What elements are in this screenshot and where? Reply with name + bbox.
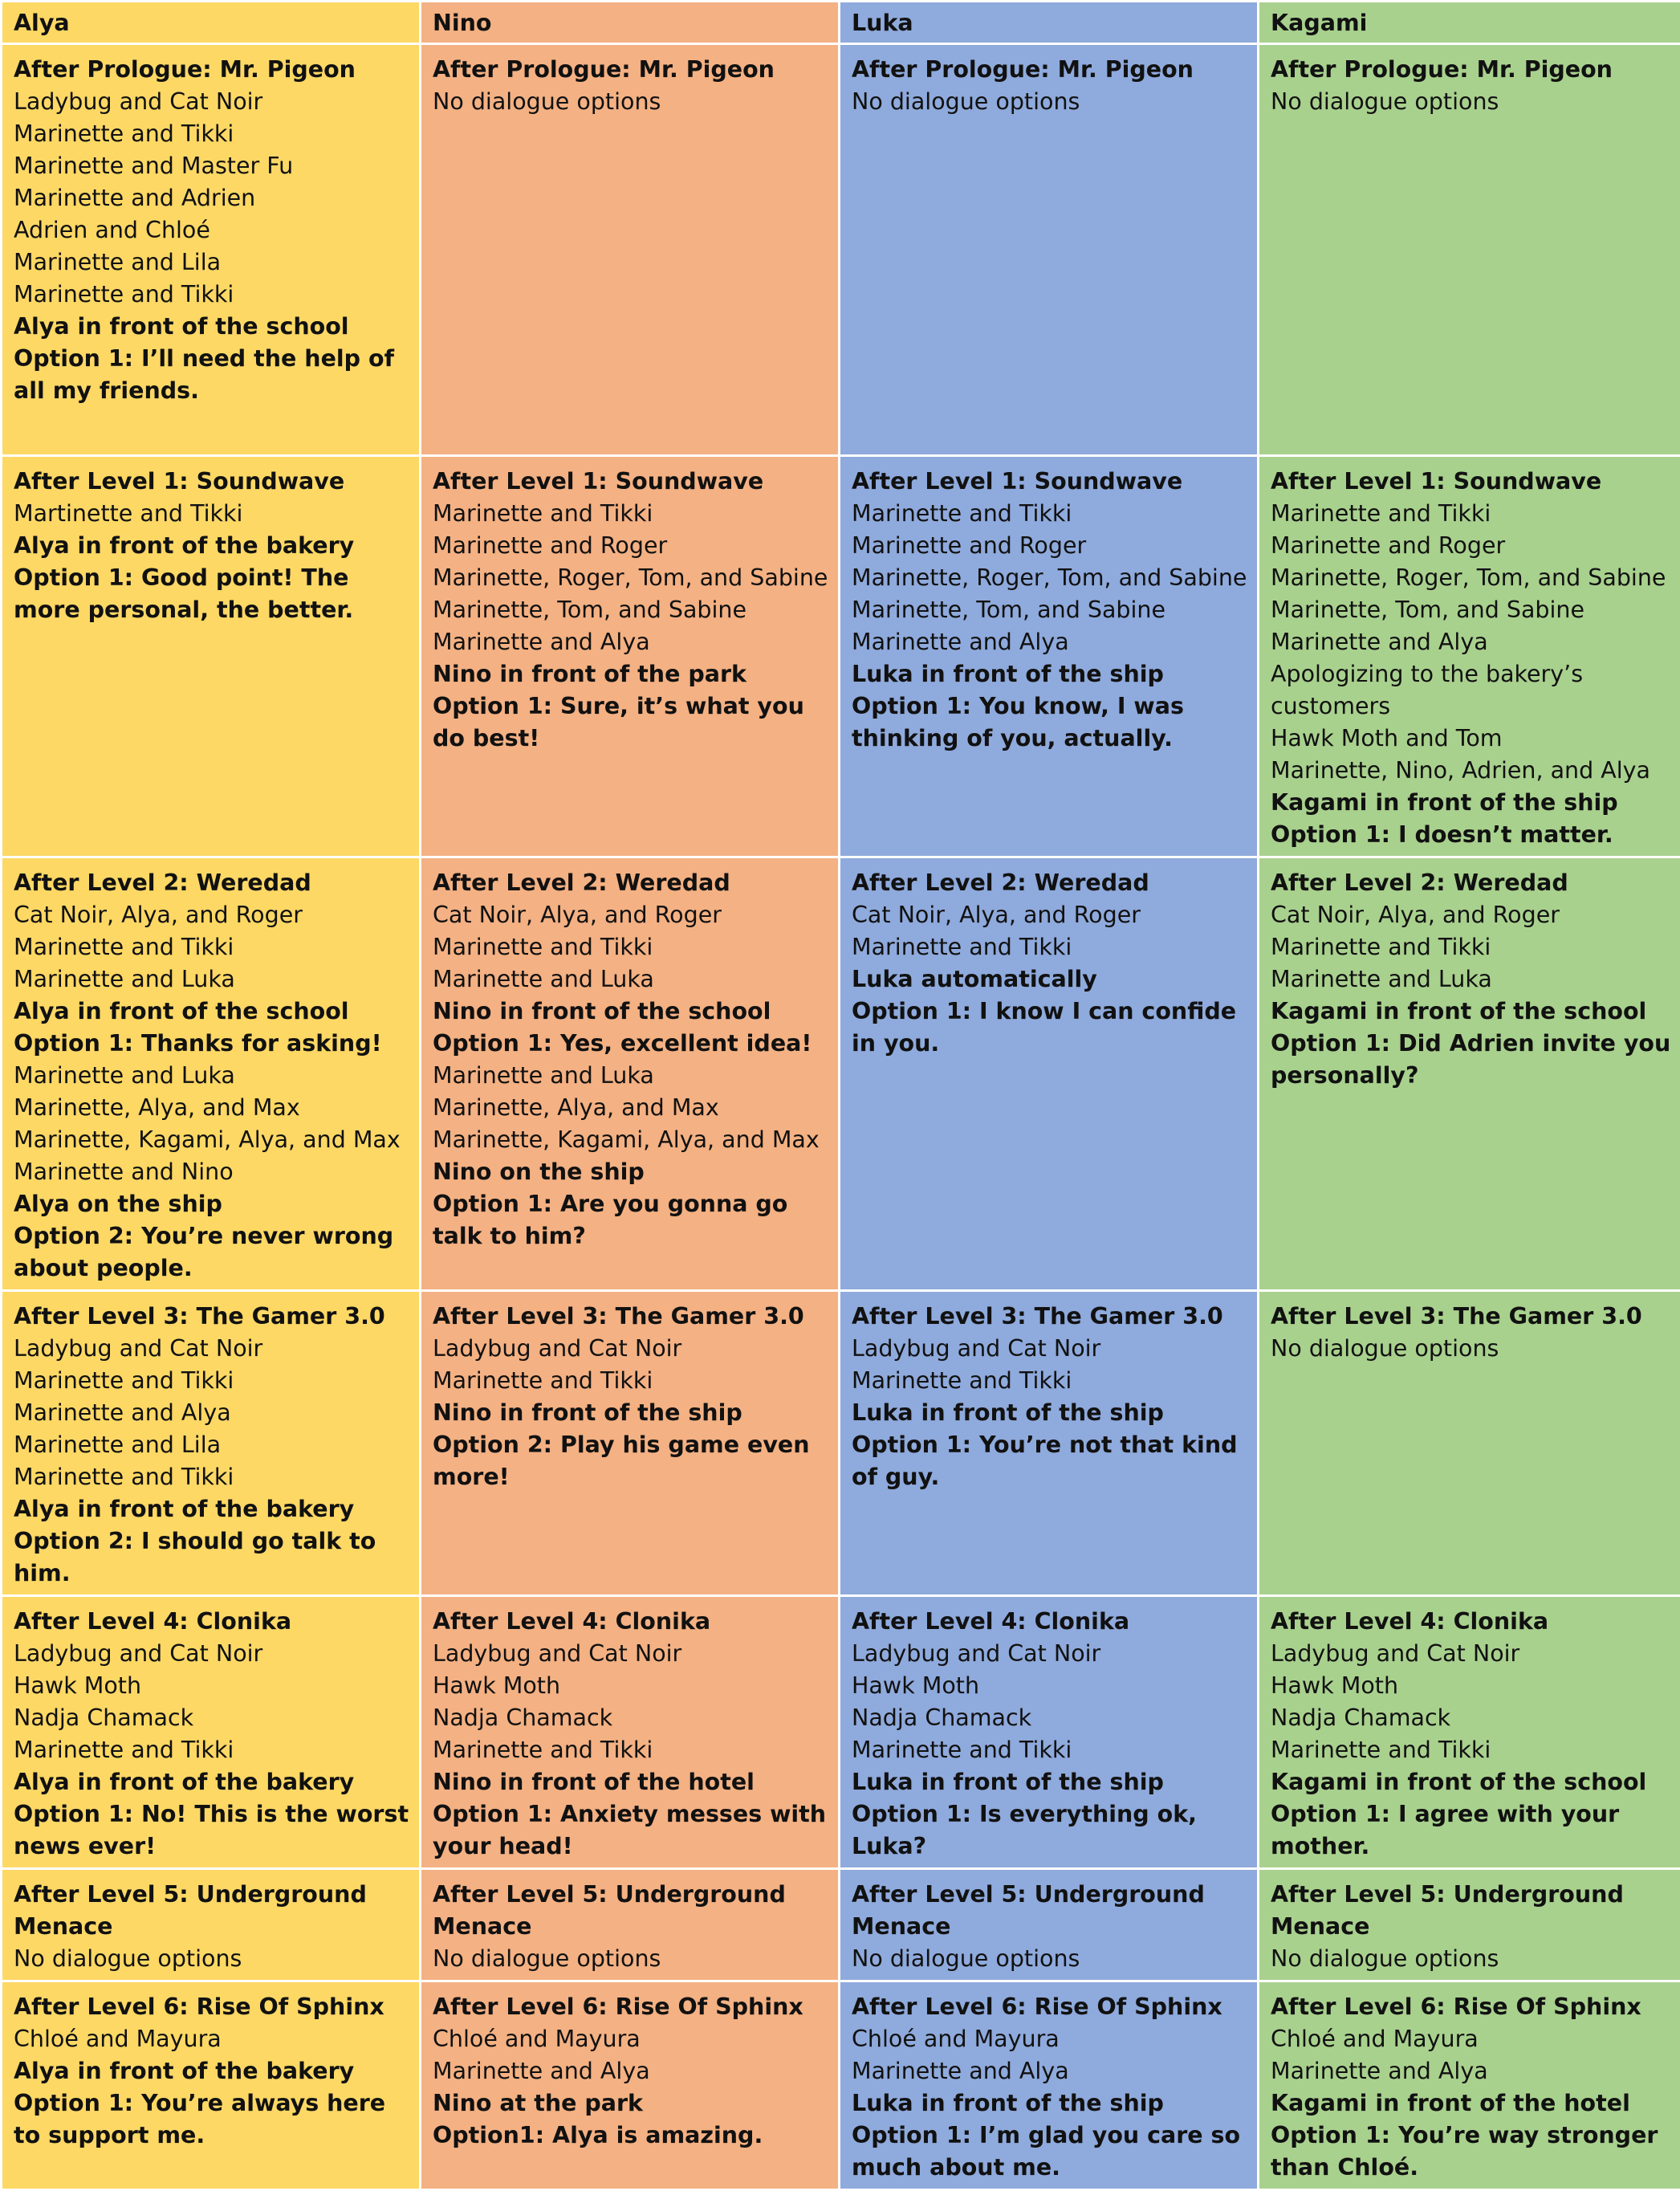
bold-entry: Kagami in front of the hotel (1271, 2087, 1672, 2120)
scene-entry: Marinette and Alya (433, 626, 830, 658)
scene-entry: Chloé and Mayura (433, 2023, 830, 2055)
scene-entry: Marinette and Tikki (1271, 931, 1672, 963)
bold-entry: After Level 2: Weredad (14, 867, 411, 899)
table-cell (1259, 44, 1680, 456)
bold-entry: Option 1: Did Adrien invite you personally? (1271, 1028, 1672, 1092)
scene-entry: Ladybug and Cat Noir (14, 86, 411, 118)
scene-entry: Marinette and Roger (433, 530, 830, 562)
scene-entry: Marinette, Roger, Tom, and Sabine (852, 562, 1249, 594)
scene-entry: Marinette, Tom, and Sabine (433, 594, 830, 626)
scene-entry: Hawk Moth (852, 1670, 1249, 1702)
scene-entry: Cat Noir, Alya, and Roger (852, 899, 1249, 931)
scene-entry: Marinette and Luka (1271, 963, 1672, 996)
bold-entry: After Level 2: Weredad (433, 867, 830, 899)
table-cell (1259, 456, 1680, 857)
table-cell (421, 456, 840, 857)
bold-entry: After Level 2: Weredad (1271, 867, 1672, 899)
scene-entry: Ladybug and Cat Noir (433, 1333, 830, 1365)
scene-entry: Ladybug and Cat Noir (14, 1333, 411, 1365)
scene-entry: Chloé and Mayura (852, 2023, 1249, 2055)
bold-entry: Nino on the ship (433, 1156, 830, 1188)
scene-entry: No dialogue options (852, 86, 1249, 118)
scene-entry: Ladybug and Cat Noir (433, 1638, 830, 1670)
bold-entry: After Prologue: Mr. Pigeon (14, 54, 411, 86)
scene-entry: Marinette, Tom, and Sabine (852, 594, 1249, 626)
scene-entry: Marinette and Master Fu (14, 150, 411, 182)
bold-entry: After Level 5: Underground Menace (852, 1879, 1249, 1943)
scene-entry: Marinette and Luka (14, 963, 411, 996)
table-cell (2, 456, 421, 857)
bold-entry: Option1: Alya is amazing. (433, 2120, 830, 2152)
scene-entry: Apologizing to the bakery’s customers (1271, 658, 1672, 723)
scene-entry: Marinette and Tikki (433, 931, 830, 963)
scene-entry: Martinette and Tikki (14, 498, 411, 530)
scene-entry: No dialogue options (14, 1943, 411, 1975)
table-cell (840, 1869, 1259, 1981)
bold-entry: After Level 3: The Gamer 3.0 (14, 1301, 411, 1333)
bold-entry: Alya on the ship (14, 1188, 411, 1220)
bold-entry: After Level 3: The Gamer 3.0 (852, 1301, 1249, 1333)
scene-entry: Nadja Chamack (852, 1702, 1249, 1734)
table-cell (421, 1869, 840, 1981)
bold-entry: Kagami in front of the school (1271, 996, 1672, 1028)
bold-entry: After Level 6: Rise Of Sphinx (433, 1991, 830, 2023)
scene-entry: Marinette and Alya (852, 626, 1249, 658)
bold-entry: Option 1: You’re not that kind of guy. (852, 1429, 1249, 1493)
bold-entry: Alya in front of the school (14, 311, 411, 343)
column-header-nino: Nino (421, 2, 840, 44)
bold-entry: After Level 3: The Gamer 3.0 (433, 1301, 830, 1333)
bold-entry: Alya in front of the bakery (14, 1493, 411, 1525)
table-row (2, 1981, 1680, 2190)
bold-entry: Option 1: I agree with your mother. (1271, 1798, 1672, 1863)
scene-entry: Cat Noir, Alya, and Roger (1271, 899, 1672, 931)
column-header-alya: Alya (2, 2, 421, 44)
scene-entry: Marinette and Luka (14, 1060, 411, 1092)
scene-entry: Marinette and Lila (14, 246, 411, 279)
scene-entry: Marinette and Alya (14, 1397, 411, 1429)
scene-entry: Marinette and Tikki (852, 931, 1249, 963)
bold-entry: Kagami in front of the school (1271, 1766, 1672, 1798)
table-cell (1259, 1869, 1680, 1981)
table-cell (840, 44, 1259, 456)
scene-entry: Marinette, Roger, Tom, and Sabine (433, 562, 830, 594)
table-cell (840, 1596, 1259, 1869)
table-cell (2, 857, 421, 1291)
scene-entry: Marinette and Luka (433, 1060, 830, 1092)
scene-entry: Marinette and Nino (14, 1156, 411, 1188)
table-row (2, 1869, 1680, 1981)
table-cell (840, 456, 1259, 857)
table-cell (840, 857, 1259, 1291)
bold-entry: After Level 4: Clonika (14, 1606, 411, 1638)
scene-entry: Marinette and Tikki (852, 1365, 1249, 1397)
table-cell (1259, 1596, 1680, 1869)
scene-entry: Marinette and Tikki (1271, 1734, 1672, 1766)
scene-entry: No dialogue options (433, 1943, 830, 1975)
table-cell (2, 1291, 421, 1596)
scene-entry: Marinette and Tikki (1271, 498, 1672, 530)
bold-entry: After Level 4: Clonika (1271, 1606, 1672, 1638)
bold-entry: Nino in front of the hotel (433, 1766, 830, 1798)
table-row (2, 44, 1680, 456)
scene-entry: Marinette and Alya (433, 2055, 830, 2087)
scene-entry: Chloé and Mayura (14, 2023, 411, 2055)
bold-entry: After Level 5: Underground Menace (433, 1879, 830, 1943)
scene-entry: No dialogue options (433, 86, 830, 118)
scene-entry: Marinette and Tikki (14, 931, 411, 963)
bold-entry: Option 1: I’m glad you care so much about me. (852, 2120, 1249, 2184)
table-row (2, 857, 1680, 1291)
scene-entry: Marinette, Nino, Adrien, and Alya (1271, 755, 1672, 787)
bold-entry: Alya in front of the bakery (14, 1766, 411, 1798)
bold-entry: Nino in front of the ship (433, 1397, 830, 1429)
scene-entry: Marinette and Tikki (433, 498, 830, 530)
table-cell (1259, 1291, 1680, 1596)
bold-entry: Luka in front of the ship (852, 1397, 1249, 1429)
bold-entry: Option 1: Are you gonna go talk to him? (433, 1188, 830, 1252)
table-cell (421, 857, 840, 1291)
table-cell (1259, 857, 1680, 1291)
bold-entry: Option 1: Good point! The more personal, the better. (14, 562, 411, 626)
scene-entry: Marinette and Alya (1271, 626, 1672, 658)
column-header-kagami: Kagami (1259, 2, 1680, 44)
table-cell (2, 1596, 421, 1869)
bold-entry: After Level 2: Weredad (852, 867, 1249, 899)
table-row (2, 1291, 1680, 1596)
scene-entry: Marinette, Tom, and Sabine (1271, 594, 1672, 626)
bold-entry: Option 1: I doesn’t matter. (1271, 819, 1672, 851)
bold-entry: Nino in front of the park (433, 658, 830, 690)
bold-entry: Alya in front of the school (14, 996, 411, 1028)
scene-entry: Nadja Chamack (433, 1702, 830, 1734)
scene-entry: Hawk Moth (433, 1670, 830, 1702)
scene-entry: Marinette, Kagami, Alya, and Max (14, 1124, 411, 1156)
scene-entry: Marinette, Alya, and Max (433, 1092, 830, 1124)
table-row (2, 1596, 1680, 1869)
scene-entry: Marinette and Tikki (433, 1365, 830, 1397)
bold-entry: After Level 1: Soundwave (1271, 466, 1672, 498)
scene-entry: Marinette, Roger, Tom, and Sabine (1271, 562, 1672, 594)
scene-entry: Marinette and Lila (14, 1429, 411, 1461)
bold-entry: Option 1: You’re way stronger than Chloé. (1271, 2120, 1672, 2184)
bold-entry: Option 1: Is everything ok, Luka? (852, 1798, 1249, 1863)
scene-entry: Hawk Moth (14, 1670, 411, 1702)
bold-entry: Option 1: I know I can confide in you. (852, 996, 1249, 1060)
scene-entry: No dialogue options (1271, 86, 1672, 118)
bold-entry: After Prologue: Mr. Pigeon (1271, 54, 1672, 86)
table-cell (2, 1869, 421, 1981)
bold-entry: After Prologue: Mr. Pigeon (433, 54, 830, 86)
bold-entry: Option 1: Sure, it’s what you do best! (433, 690, 830, 755)
bold-entry: Option 1: You know, I was thinking of you, actually. (852, 690, 1249, 755)
bold-entry: Option 2: Play his game even more! (433, 1429, 830, 1493)
scene-entry: Cat Noir, Alya, and Roger (14, 899, 411, 931)
scene-entry: No dialogue options (1271, 1943, 1672, 1975)
scene-entry: Hawk Moth and Tom (1271, 723, 1672, 755)
bold-entry: Luka automatically (852, 963, 1249, 996)
bold-entry: Option 1: I’ll need the help of all my friends. (14, 343, 411, 407)
scene-entry: No dialogue options (852, 1943, 1249, 1975)
bold-entry: After Level 1: Soundwave (852, 466, 1249, 498)
bold-entry: After Level 4: Clonika (433, 1606, 830, 1638)
scene-entry: Chloé and Mayura (1271, 2023, 1672, 2055)
scene-entry: Nadja Chamack (14, 1702, 411, 1734)
bold-entry: Kagami in front of the ship (1271, 787, 1672, 819)
scene-entry: Adrien and Chloé (14, 214, 411, 246)
bold-entry: Nino at the park (433, 2087, 830, 2120)
bold-entry: After Level 1: Soundwave (14, 466, 411, 498)
bold-entry: Nino in front of the school (433, 996, 830, 1028)
table-cell (2, 44, 421, 456)
bold-entry: After Level 5: Underground Menace (1271, 1879, 1672, 1943)
bold-entry: After Level 6: Rise Of Sphinx (1271, 1991, 1672, 2023)
scene-entry: Marinette, Kagami, Alya, and Max (433, 1124, 830, 1156)
bold-entry: Option 1: Thanks for asking! (14, 1028, 411, 1060)
scene-entry: Marinette and Alya (1271, 2055, 1672, 2087)
table-cell (421, 44, 840, 456)
table-cell (421, 1981, 840, 2190)
bold-entry: Option 1: Yes, excellent idea! (433, 1028, 830, 1060)
table-cell (1259, 1981, 1680, 2190)
scene-entry: No dialogue options (1271, 1333, 1672, 1365)
bold-entry: Option 1: Anxiety messes with your head! (433, 1798, 830, 1863)
scene-entry: Marinette and Tikki (433, 1734, 830, 1766)
scene-entry: Ladybug and Cat Noir (14, 1638, 411, 1670)
bold-entry: After Prologue: Mr. Pigeon (852, 54, 1249, 86)
scene-entry: Marinette and Tikki (852, 498, 1249, 530)
scene-entry: Hawk Moth (1271, 1670, 1672, 1702)
table-row (2, 456, 1680, 857)
scene-entry: Cat Noir, Alya, and Roger (433, 899, 830, 931)
table-cell (840, 1981, 1259, 2190)
scene-entry: Ladybug and Cat Noir (1271, 1638, 1672, 1670)
scene-entry: Ladybug and Cat Noir (852, 1638, 1249, 1670)
scene-entry: Nadja Chamack (1271, 1702, 1672, 1734)
scene-entry: Marinette and Tikki (14, 1734, 411, 1766)
scene-entry: Marinette and Tikki (14, 1365, 411, 1397)
scene-entry: Marinette and Roger (852, 530, 1249, 562)
header-row (2, 2, 1680, 44)
bold-entry: Luka in front of the ship (852, 2087, 1249, 2120)
scene-entry: Marinette and Alya (852, 2055, 1249, 2087)
scene-entry: Ladybug and Cat Noir (852, 1333, 1249, 1365)
bold-entry: Alya in front of the bakery (14, 530, 411, 562)
bold-entry: After Level 4: Clonika (852, 1606, 1249, 1638)
bold-entry: After Level 5: Underground Menace (14, 1879, 411, 1943)
table-cell (2, 1981, 421, 2190)
scene-entry: Marinette and Roger (1271, 530, 1672, 562)
column-header-luka: Luka (840, 2, 1259, 44)
bold-entry: Option 1: You’re always here to support me. (14, 2087, 411, 2152)
scene-entry: Marinette and Tikki (14, 1461, 411, 1493)
bold-entry: Option 2: I should go talk to him. (14, 1525, 411, 1590)
scene-entry: Marinette and Tikki (14, 279, 411, 311)
bold-entry: After Level 6: Rise Of Sphinx (852, 1991, 1249, 2023)
scene-entry: Marinette and Adrien (14, 182, 411, 214)
scene-entry: Marinette, Alya, and Max (14, 1092, 411, 1124)
bold-entry: Luka in front of the ship (852, 1766, 1249, 1798)
scene-entry: Marinette and Tikki (14, 118, 411, 150)
bold-entry: Luka in front of the ship (852, 658, 1249, 690)
table-cell (421, 1596, 840, 1869)
table-cell (840, 1291, 1259, 1596)
bold-entry: Alya in front of the bakery (14, 2055, 411, 2087)
scene-entry: Marinette and Luka (433, 963, 830, 996)
bold-entry: Option 2: You’re never wrong about people. (14, 1220, 411, 1285)
bold-entry: After Level 3: The Gamer 3.0 (1271, 1301, 1672, 1333)
bold-entry: Option 1: No! This is the worst news ever! (14, 1798, 411, 1863)
scene-entry: Marinette and Tikki (852, 1734, 1249, 1766)
table-body (2, 44, 1680, 2190)
table-cell (421, 1291, 840, 1596)
bold-entry: After Level 6: Rise Of Sphinx (14, 1991, 411, 2023)
bold-entry: After Level 1: Soundwave (433, 466, 830, 498)
